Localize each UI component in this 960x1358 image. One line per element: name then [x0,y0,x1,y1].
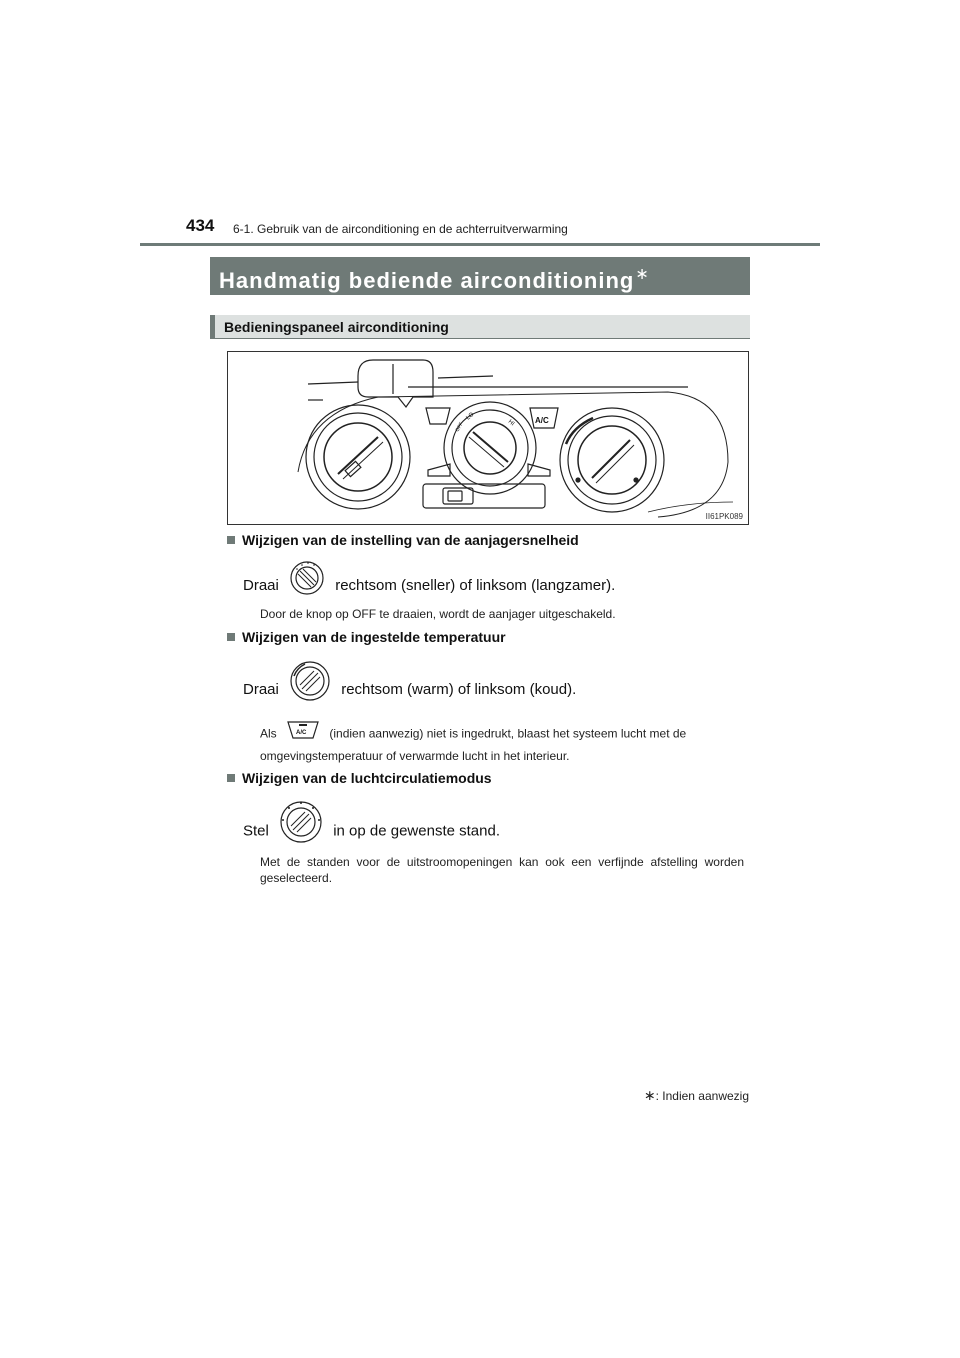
ac-button-icon [286,719,320,750]
circulation-note: Met de standen voor de uitstroomopeningen kan ook een verfijnde afstelling worden geselecteerd. [260,855,744,885]
section-title-bar [210,257,750,295]
optional-mark: ∗ [635,266,650,283]
fan-off-label: OFF [454,421,465,433]
fan-speed-pre: Draai [243,576,279,594]
page-number: 434 [186,216,215,235]
figure-code: II61PK089 [705,512,743,521]
heading-bullet [227,774,235,782]
fan-speed-heading [227,532,579,548]
temperature-note-line1 [260,719,744,745]
fan-hi-label: HI [506,418,516,428]
fan-speed-post: rechtsom (sneller) of linksom (langzamer). [335,576,616,594]
temperature-note-line2: omgevingstemperatuur of verwarmde lucht in het interieur. [260,749,570,763]
circulation-post: in op de gewenste stand. [333,822,500,840]
subsection-bar [210,315,750,339]
fan-knob-icon [289,560,325,612]
circulation-instruction [243,800,500,846]
footnote-mark: ∗ [643,1087,656,1103]
fan-lo-label: LO [465,411,476,422]
temperature-note-post: (indien aanwezig) niet is ingedrukt, blaast het systeem lucht met de [329,726,687,741]
footnote-text: : Indien aanwezig [655,1089,749,1103]
heading-bullet [227,536,235,544]
temperature-pre: Draai [243,680,279,698]
subsection-title: Bedieningspaneel airconditioning [224,319,449,335]
ac-button-label: A/C [535,416,549,425]
control-panel-illustration [228,352,748,524]
circulation-heading [227,770,492,786]
circulation-pre: Stel [243,822,269,840]
footnote [644,1087,749,1104]
subsection-accent [210,315,215,339]
temperature-knob-icon [289,660,331,720]
fan-speed-note: Door de knop op OFF te draaien, wordt de aanjager uitgeschakeld. [260,607,616,621]
heading-bullet [227,633,235,641]
temperature-note-pre: Als [260,726,277,741]
control-panel-figure [227,351,749,525]
temperature-instruction [243,660,576,704]
temperature-heading [227,629,506,645]
section-title: Handmatig bediende airconditioning [219,268,635,293]
chapter-title: 6-1. Gebruik van de airconditioning en de achterruitverwarming [233,222,568,236]
header-divider [140,243,820,246]
temperature-heading-text: Wijzigen van de ingestelde temperatuur [242,629,506,645]
fan-speed-heading-text: Wijzigen van de instelling van de aanjagersnelheid [242,532,579,548]
ac-icon-label: A/C [296,730,307,736]
temperature-post: rechtsom (warm) of linksom (koud). [341,680,577,698]
circulation-heading-text: Wijzigen van de luchtcirculatiemodus [242,770,492,786]
fan-speed-instruction [243,560,615,600]
